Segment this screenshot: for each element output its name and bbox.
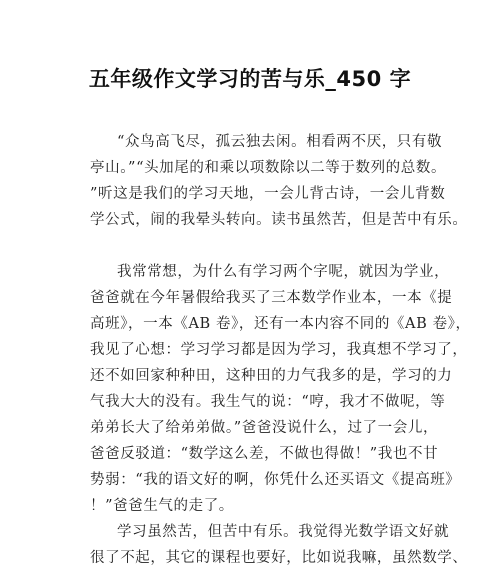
paragraph-2-line-1: 我常常想，为什么有学习两个字呢，就因为学业， xyxy=(117,264,450,280)
paragraph-2-line-5: 还不如回家种种田，这种田的力气我多的是，学习的力 xyxy=(90,368,453,384)
paragraph-1-line-1: “众鸟高飞尽，孤云独去闲。相看两不厌，只有敬 xyxy=(117,134,443,150)
paragraph-2-line-10: ！”爸爸生气的走了。 xyxy=(90,498,234,514)
paragraph-2-line-3: 高班》，一本《AB 卷》，还有一本内容不同的《AB 卷》， xyxy=(90,316,471,332)
document-title: 五年级作文学习的苦与乐_450 字 xyxy=(88,67,412,91)
paragraph-2-line-7: 弟弟长大了给弟弟做。”爸爸没说什么，过了一会儿， xyxy=(90,420,439,436)
paragraph-3-line-2: 很了不起，其它的课程也要好，比如说我嘛，虽然数学、 xyxy=(90,550,468,566)
paragraph-3-line-1: 学习虽然苦，但苦中有乐。我觉得光数学语文好就 xyxy=(117,524,450,540)
paragraph-1-line-2: 亭山。”“头加尾的和乘以项数除以二等于数列的总数。 xyxy=(90,160,447,176)
paragraph-2-line-2: 爸爸就在今年暑假给我买了三本数学作业本，一本《提 xyxy=(90,290,453,306)
paragraph-1-line-4: 学公式，闹的我晕头转向。读书虽然苦，但是苦中有乐。 xyxy=(90,212,468,228)
paragraph-2-line-6: 气我大大的没有。我生气的说：“哼，我才不做呢，等 xyxy=(90,394,446,410)
paragraph-2-line-9: 势弱：“我的语文好的啊，你凭什么还买语文《提高班》 xyxy=(90,472,461,488)
paragraph-2-line-8: 爸爸反驳道：“数学这么差，不做也得做！”我也不甘 xyxy=(90,446,439,462)
paragraph-2-line-4: 我见了心想：学习学习都是因为学习，我真想不学习了， xyxy=(90,342,468,358)
paragraph-1-line-3: ”听这是我们的学习天地，一会儿背古诗，一会儿背数 xyxy=(90,186,446,202)
